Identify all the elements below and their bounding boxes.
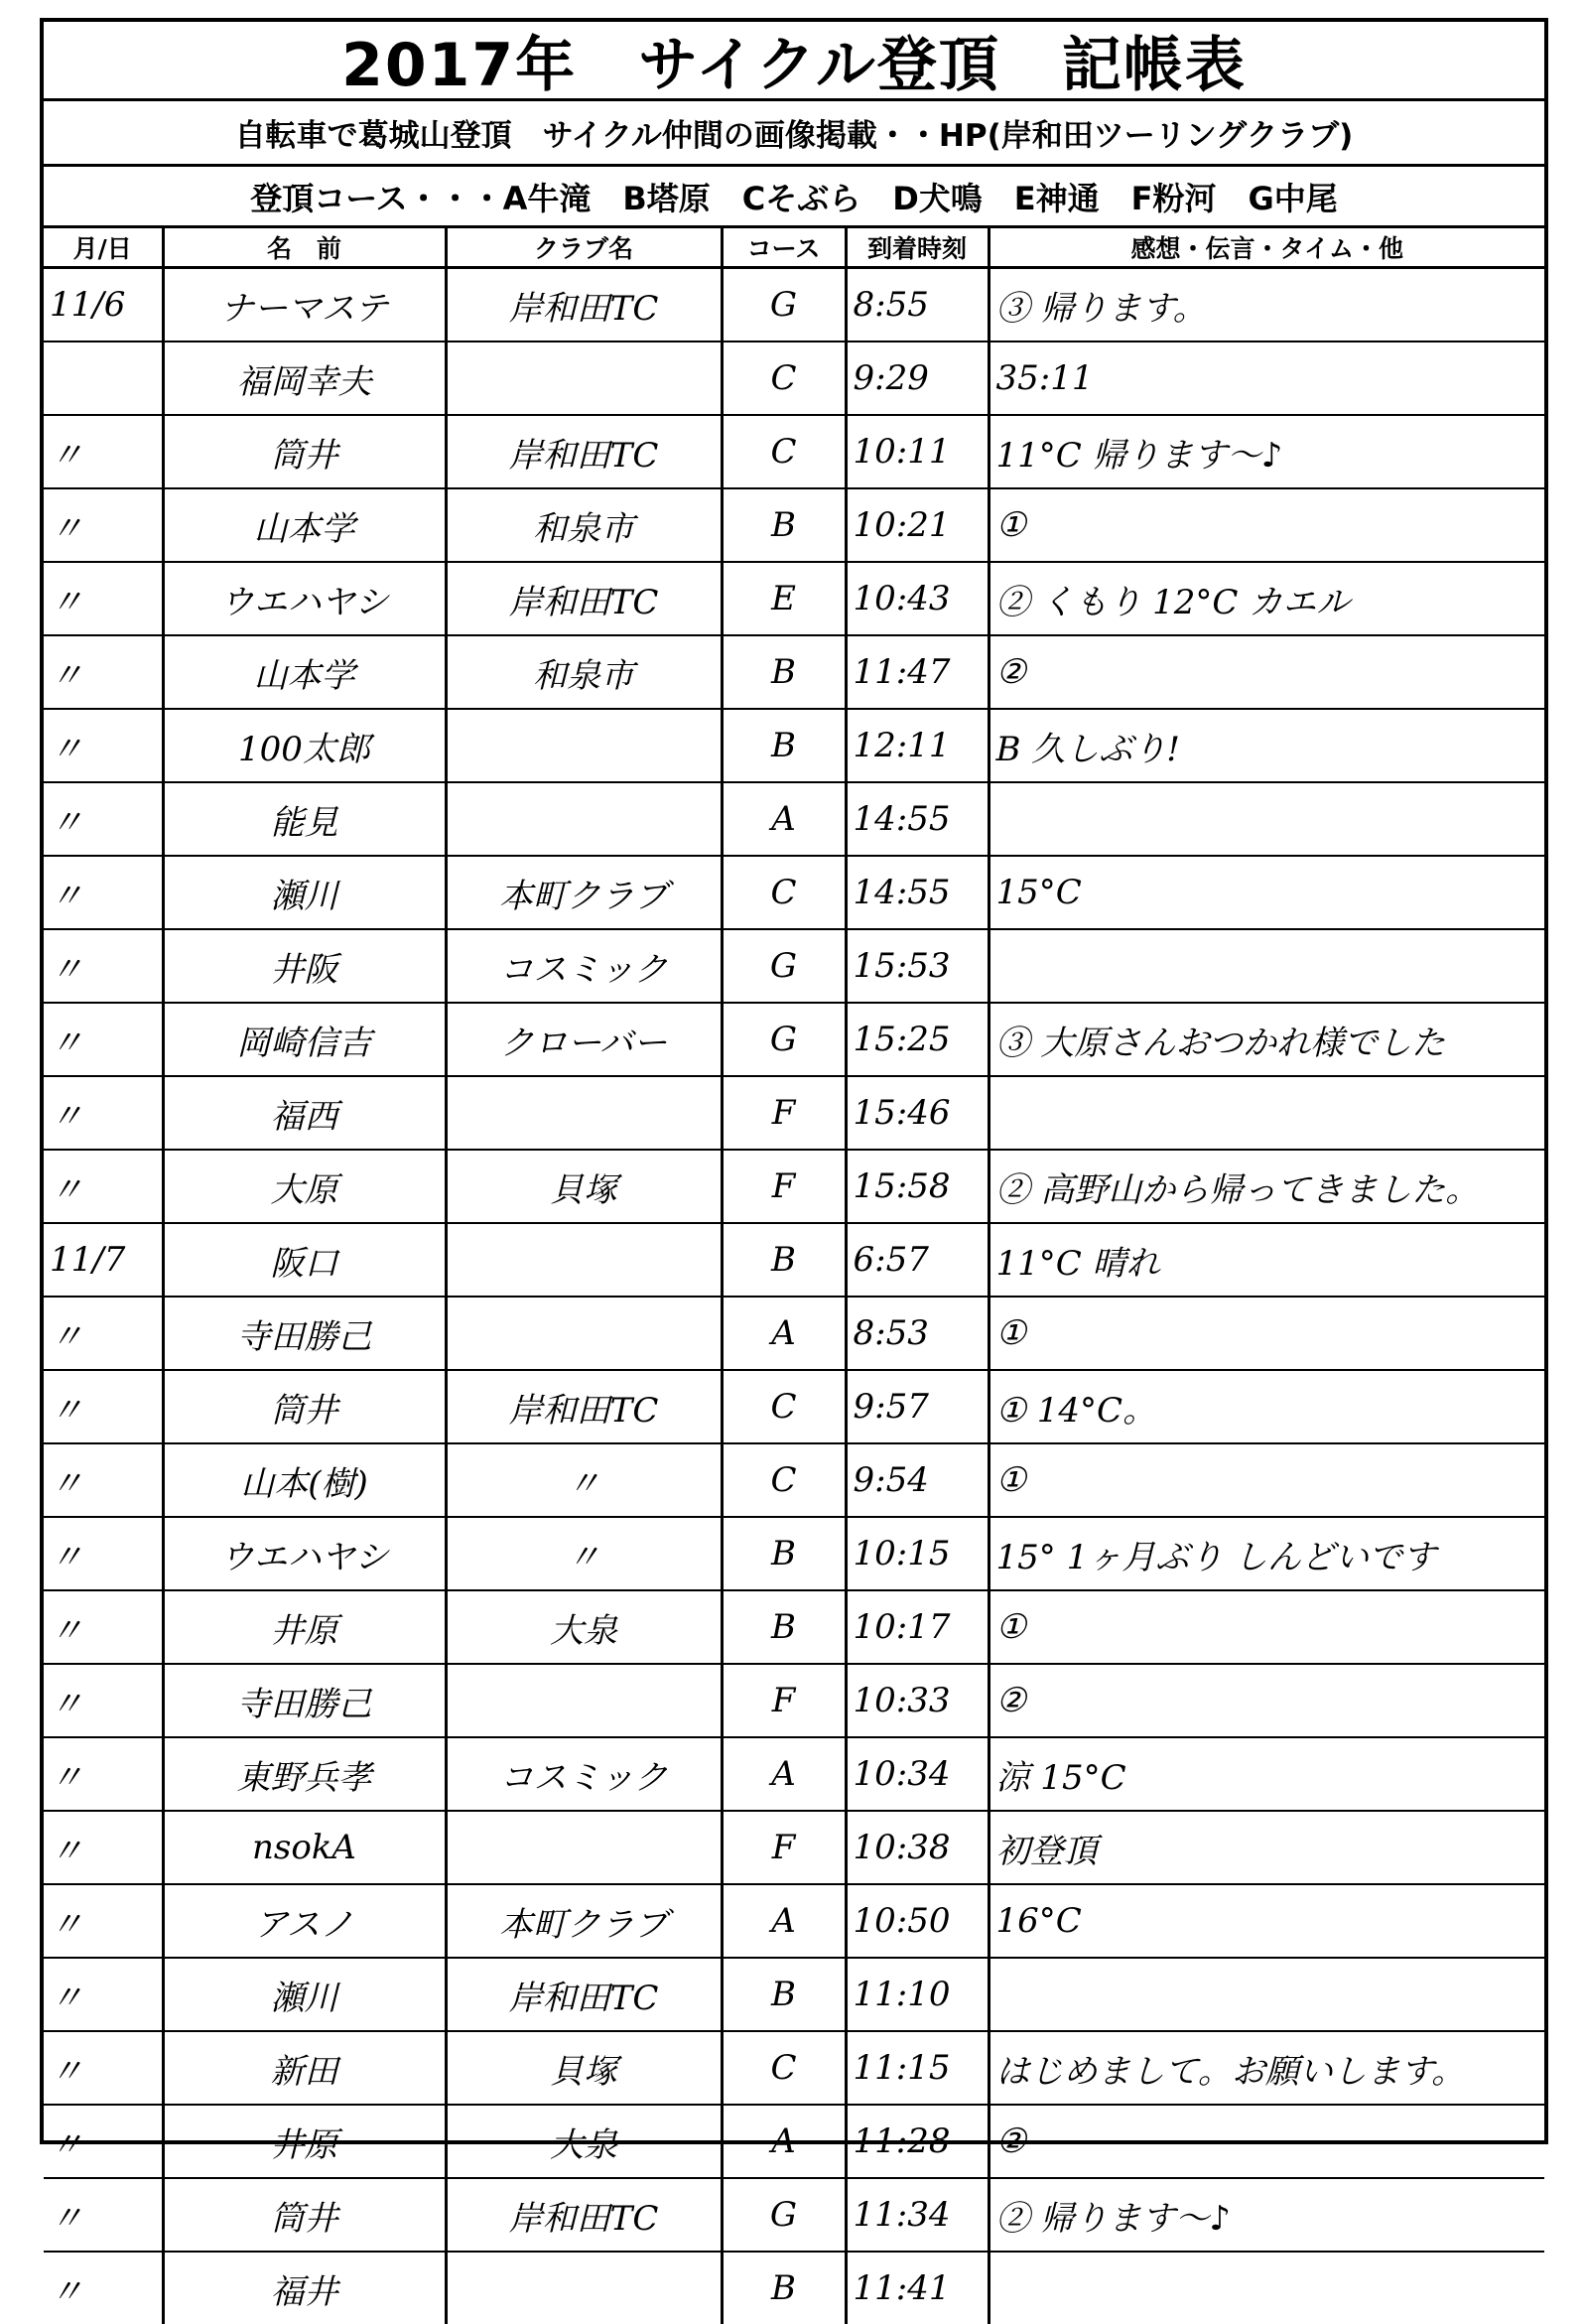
cell-note: ③ 帰ります。 [989,268,1544,342]
cell-club: 岸和田TC [446,1958,722,2031]
cell-club: 貝塚 [446,1150,722,1223]
cell-name: 東野兵孝 [163,1737,446,1811]
cell-name: アスノ [163,1884,446,1958]
cell-name: 阪口 [163,1223,446,1297]
cell-course: A [722,782,846,856]
table-row [44,2105,1544,2178]
cell-course: C [722,342,846,415]
cell-note: ① [989,488,1544,562]
cell-time: 10:21 [846,488,989,562]
cell-time: 9:29 [846,342,989,415]
cell-time: 9:54 [846,1443,989,1517]
cell-note: 初登頂 [989,1811,1544,1884]
cell-club [446,1664,722,1737]
table-row [44,1370,1544,1443]
cell-time: 14:55 [846,856,989,929]
cell-date: 11/6 [44,268,163,342]
cell-club: 本町クラブ [446,856,722,929]
cell-course: A [722,2105,846,2178]
cell-note: ② [989,1664,1544,1737]
cell-course: F [722,1076,846,1150]
cell-course: G [722,268,846,342]
cell-note: 11°C 帰ります～♪ [989,415,1544,488]
cell-course: C [722,1443,846,1517]
cell-time: 10:43 [846,562,989,635]
table-row [44,1884,1544,1958]
cell-course: B [722,1958,846,2031]
cell-course: F [722,1150,846,1223]
cell-name: 瀬川 [163,856,446,929]
cell-name: 井原 [163,1590,446,1664]
cell-time: 14:55 [846,782,989,856]
cell-club: 〃 [446,1443,722,1517]
col-header-date: 月/日 [44,228,163,268]
cell-club: 岸和田TC [446,1370,722,1443]
cell-time: 10:34 [846,1737,989,1811]
table-row [44,1297,1544,1370]
cell-date: 〃 [44,2031,163,2105]
cell-club: 貝塚 [446,2031,722,2105]
cell-date: 〃 [44,782,163,856]
course-legend: 登頂コース・・・A牛滝 B塔原 Cそぶら D犬鳴 E神通 F粉河 G中尾 [44,167,1544,228]
col-header-time: 到着時刻 [846,228,989,268]
cell-club [446,1223,722,1297]
cell-course: A [722,1297,846,1370]
cell-club: 和泉市 [446,488,722,562]
cell-time: 10:50 [846,1884,989,1958]
log-table [44,228,1544,2324]
table-row [44,2252,1544,2324]
cell-time: 10:17 [846,1590,989,1664]
cell-note [989,1076,1544,1150]
col-header-name: 名 前 [163,228,446,268]
cell-date: 〃 [44,1958,163,2031]
cell-course: G [722,929,846,1003]
cell-time: 10:15 [846,1517,989,1590]
cell-date: 〃 [44,709,163,782]
cell-club: クローバー [446,1003,722,1076]
cell-name: 福岡幸夫 [163,342,446,415]
col-header-course: コース [722,228,846,268]
cell-date [44,342,163,415]
cell-club: 大泉 [446,1590,722,1664]
cell-note: 35:11 [989,342,1544,415]
table-row [44,562,1544,635]
cell-club: コスミック [446,929,722,1003]
cell-date: 〃 [44,415,163,488]
cell-club: 本町クラブ [446,1884,722,1958]
cell-date: 〃 [44,1884,163,1958]
cell-name: 福井 [163,2252,446,2324]
cell-note: 涼 15°C [989,1737,1544,1811]
cell-note: ① [989,1590,1544,1664]
cell-name: 筒井 [163,2178,446,2252]
cell-date: 〃 [44,488,163,562]
table-row [44,1517,1544,1590]
table-header-row [44,228,1544,268]
cell-name: 井阪 [163,929,446,1003]
cell-time: 11:41 [846,2252,989,2324]
cell-course: B [722,709,846,782]
cell-date: 〃 [44,1811,163,1884]
cell-time: 12:11 [846,709,989,782]
cell-course: B [722,1590,846,1664]
cell-time: 8:55 [846,268,989,342]
cell-note [989,2252,1544,2324]
table-row [44,1076,1544,1150]
cell-note: はじめまして。お願いします。 [989,2031,1544,2105]
cell-club [446,1076,722,1150]
cell-club: 岸和田TC [446,2178,722,2252]
table-row [44,1811,1544,1884]
table-row [44,415,1544,488]
cell-name: 山本学 [163,488,446,562]
table-row [44,342,1544,415]
cell-name: 大原 [163,1150,446,1223]
cell-course: G [722,2178,846,2252]
cell-date: 〃 [44,1590,163,1664]
table-row [44,635,1544,709]
cell-note: ② 高野山から帰ってきました。 [989,1150,1544,1223]
cell-note [989,1958,1544,2031]
cell-course: G [722,1003,846,1076]
table-row [44,929,1544,1003]
cell-name: 福西 [163,1076,446,1150]
cell-course: B [722,1517,846,1590]
cell-name: 寺田勝己 [163,1297,446,1370]
table-row [44,782,1544,856]
cell-note: ① [989,1443,1544,1517]
cell-name: 井原 [163,2105,446,2178]
cell-date: 〃 [44,2105,163,2178]
cell-club: 岸和田TC [446,562,722,635]
cell-time: 11:34 [846,2178,989,2252]
cell-time: 11:10 [846,1958,989,2031]
cell-date: 〃 [44,1297,163,1370]
cell-course: E [722,562,846,635]
cell-time: 15:25 [846,1003,989,1076]
cell-note: 11°C 晴れ [989,1223,1544,1297]
cell-course: C [722,415,846,488]
col-header-note: 感想・伝言・タイム・他 [989,228,1544,268]
cell-course: C [722,1370,846,1443]
cell-name: ウエハヤシ [163,562,446,635]
cell-time: 15:46 [846,1076,989,1150]
table-row [44,488,1544,562]
cell-note [989,782,1544,856]
cell-club: 〃 [446,1517,722,1590]
cell-course: B [722,2252,846,2324]
cell-time: 10:11 [846,415,989,488]
table-row [44,1223,1544,1297]
cell-time: 11:28 [846,2105,989,2178]
cell-club: コスミック [446,1737,722,1811]
table-row [44,1443,1544,1517]
cell-note: ② [989,2105,1544,2178]
cell-date: 〃 [44,1517,163,1590]
col-header-club: クラブ名 [446,228,722,268]
table-row [44,268,1544,342]
cell-course: C [722,2031,846,2105]
page-subtitle: 自転車で葛城山登頂 サイクル仲間の画像掲載・・HP(岸和田ツーリングクラブ) [44,101,1544,167]
cell-name: 筒井 [163,415,446,488]
cell-name: nsokA [163,1811,446,1884]
cell-time: 8:53 [846,1297,989,1370]
cell-note: 16°C [989,1884,1544,1958]
cell-club: 大泉 [446,2105,722,2178]
cell-name: 瀬川 [163,1958,446,2031]
cell-club: 岸和田TC [446,268,722,342]
table-row [44,709,1544,782]
cell-note: ① [989,1297,1544,1370]
cell-date: 〃 [44,1737,163,1811]
cell-club: 和泉市 [446,635,722,709]
table-row [44,1003,1544,1076]
cell-name: 山本(樹) [163,1443,446,1517]
cell-course: A [722,1737,846,1811]
table-row [44,856,1544,929]
cell-note: ② くもり 12°C カエル [989,562,1544,635]
cell-name: 寺田勝己 [163,1664,446,1737]
cell-note: ① 14°C。 [989,1370,1544,1443]
cell-name: 新田 [163,2031,446,2105]
cell-date: 〃 [44,929,163,1003]
table-row [44,2178,1544,2252]
cell-name: ウエハヤシ [163,1517,446,1590]
cell-course: A [722,1884,846,1958]
table-row [44,1664,1544,1737]
cell-time: 11:47 [846,635,989,709]
cell-date: 〃 [44,1076,163,1150]
cell-club [446,2252,722,2324]
cell-note: B 久しぶり! [989,709,1544,782]
cell-date: 〃 [44,1003,163,1076]
cell-date: 〃 [44,1443,163,1517]
cell-course: B [722,635,846,709]
cell-date: 11/7 [44,1223,163,1297]
cell-time: 11:15 [846,2031,989,2105]
table-row [44,1958,1544,2031]
cell-course: C [722,856,846,929]
cell-time: 10:33 [846,1664,989,1737]
cell-time: 6:57 [846,1223,989,1297]
cell-date: 〃 [44,2178,163,2252]
cell-club [446,782,722,856]
cell-name: 山本学 [163,635,446,709]
cell-name: 筒井 [163,1370,446,1443]
cell-note: 15°C [989,856,1544,929]
cell-name: 能見 [163,782,446,856]
cell-name: 岡崎信吉 [163,1003,446,1076]
cell-name: 100太郎 [163,709,446,782]
cell-club [446,709,722,782]
cell-time: 15:58 [846,1150,989,1223]
cell-note: ③ 大原さんおつかれ様でした [989,1003,1544,1076]
cell-date: 〃 [44,562,163,635]
cell-course: F [722,1664,846,1737]
page-title: 2017年 サイクル登頂 記帳表 [44,22,1544,101]
cell-time: 9:57 [846,1370,989,1443]
cell-note: 15° 1ヶ月ぶり しんどいです [989,1517,1544,1590]
cell-note [989,929,1544,1003]
cell-course: B [722,1223,846,1297]
cell-date: 〃 [44,856,163,929]
cell-club [446,342,722,415]
register-sheet [40,18,1548,2144]
cell-club [446,1811,722,1884]
table-row [44,1150,1544,1223]
cell-date: 〃 [44,1150,163,1223]
cell-date: 〃 [44,2252,163,2324]
cell-club [446,1297,722,1370]
table-row [44,2031,1544,2105]
table-row [44,1737,1544,1811]
table-row [44,1590,1544,1664]
cell-name: ナーマステ [163,268,446,342]
cell-time: 15:53 [846,929,989,1003]
cell-date: 〃 [44,635,163,709]
log-body [44,268,1544,2324]
cell-course: B [722,488,846,562]
cell-course: F [722,1811,846,1884]
cell-time: 10:38 [846,1811,989,1884]
cell-club: 岸和田TC [446,415,722,488]
cell-note: ② [989,635,1544,709]
cell-date: 〃 [44,1664,163,1737]
cell-note: ② 帰ります～♪ [989,2178,1544,2252]
cell-date: 〃 [44,1370,163,1443]
